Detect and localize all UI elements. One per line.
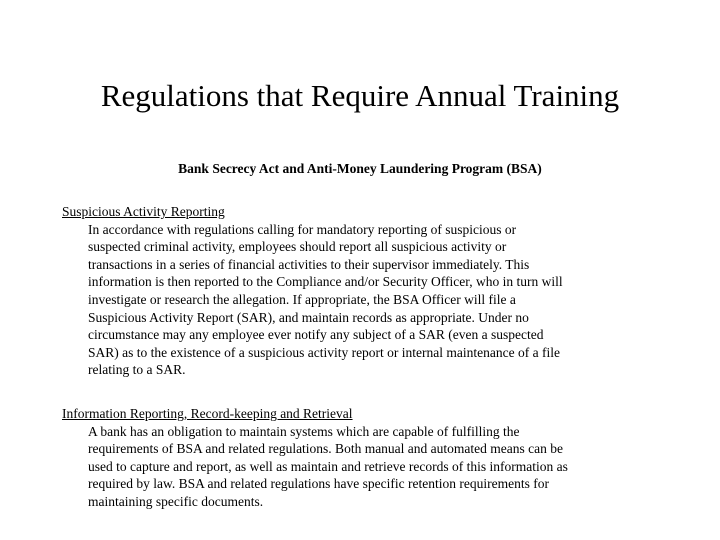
paragraph-line: In accordance with regulations calling for mandatory reporting of suspicious or	[88, 221, 517, 237]
paragraph-line: used to capture and report, as well as maintain and retrieve records of this information as	[88, 458, 568, 474]
paragraph-line: maintaining specific documents.	[88, 493, 264, 509]
section-information-reporting	[62, 405, 666, 511]
paragraph-line: investigate or research the allegation. If appropriate, the BSA Officer will file a	[88, 291, 516, 307]
paragraph-line: Suspicious Activity Report (SAR), and maintain records as appropriate. Under no	[88, 309, 529, 325]
paragraph-line: relating to a SAR.	[88, 362, 186, 378]
paragraph-line: circumstance may any employee ever notify any subject of a SAR (even a suspected	[88, 327, 544, 343]
section-suspicious-activity-reporting	[62, 203, 666, 379]
paragraph-line: information is then reported to the Compliance and/or Security Officer, who in turn will	[88, 274, 563, 290]
section-heading: Suspicious Activity Reporting	[62, 204, 225, 219]
paragraph-line: transactions in a series of financial activities to their supervisor immediately. This	[88, 256, 530, 272]
paragraph-line: required by law. BSA and related regulations have specific retention requirements for	[88, 476, 549, 492]
paragraph-line: requirements of BSA and related regulations. Both manual and automated means can be	[88, 441, 563, 457]
section-paragraph	[88, 221, 666, 379]
slide-subtitle: Bank Secrecy Act and Anti-Money Laundering Program (BSA)	[178, 161, 542, 176]
slide-title: Regulations that Require Annual Training	[100, 78, 620, 113]
paragraph-line: SAR) as to the existence of a suspicious activity report or internal maintenance of a file	[88, 344, 560, 360]
section-paragraph	[88, 423, 666, 511]
paragraph-line: A bank has an obligation to maintain systems which are capable of fulfilling the	[88, 423, 520, 439]
paragraph-line: suspected criminal activity, employees should report all suspicious activity or	[88, 239, 507, 255]
section-heading: Information Reporting, Record-keeping and Retrieval	[62, 406, 353, 421]
